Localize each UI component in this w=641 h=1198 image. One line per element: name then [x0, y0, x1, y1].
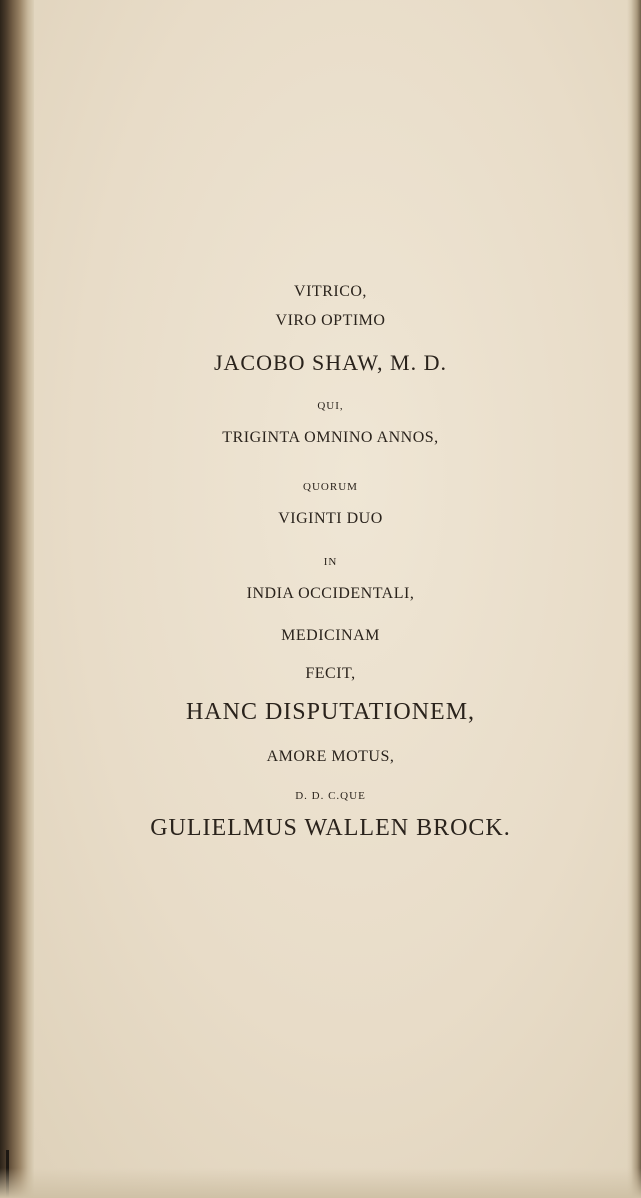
dedication-line-recipient-name: JACOBO SHAW, M. D. — [213, 350, 447, 375]
dedication-line-qui: QUI, — [317, 400, 344, 412]
dedication-line-disputationem: HANC DISPUTATIONEM, — [185, 699, 476, 725]
dedication-line-ddcque: D. D. C.QUE — [295, 790, 366, 802]
page-edge — [627, 0, 641, 1198]
dedication-line-viro-optimo: VIRO OPTIMO — [275, 312, 386, 329]
dedication-line-triginta: TRIGINTA OMNINO ANNOS, — [222, 429, 439, 446]
dedication-line-viginti-duo: VIGINTI DUO — [278, 510, 383, 527]
dedication-line-vitrico: VITRICO, — [294, 283, 367, 300]
dedication-line-in: IN — [323, 556, 338, 568]
binding-gutter — [0, 0, 34, 1198]
page-bottom-edge — [0, 1168, 641, 1198]
dedication-line-author: GULIELMUS WALLEN BROCK. — [150, 815, 511, 841]
dedication-line-amore-motus: AMORE MOTUS, — [266, 748, 395, 765]
dedication-line-fecit: FECIT, — [305, 665, 356, 682]
dedication-line-medicinam: MEDICINAM — [281, 627, 380, 644]
dedication-line-quorum: QUORUM — [303, 481, 358, 493]
dedication-line-india: INDIA OCCIDENTALI, — [246, 585, 415, 602]
